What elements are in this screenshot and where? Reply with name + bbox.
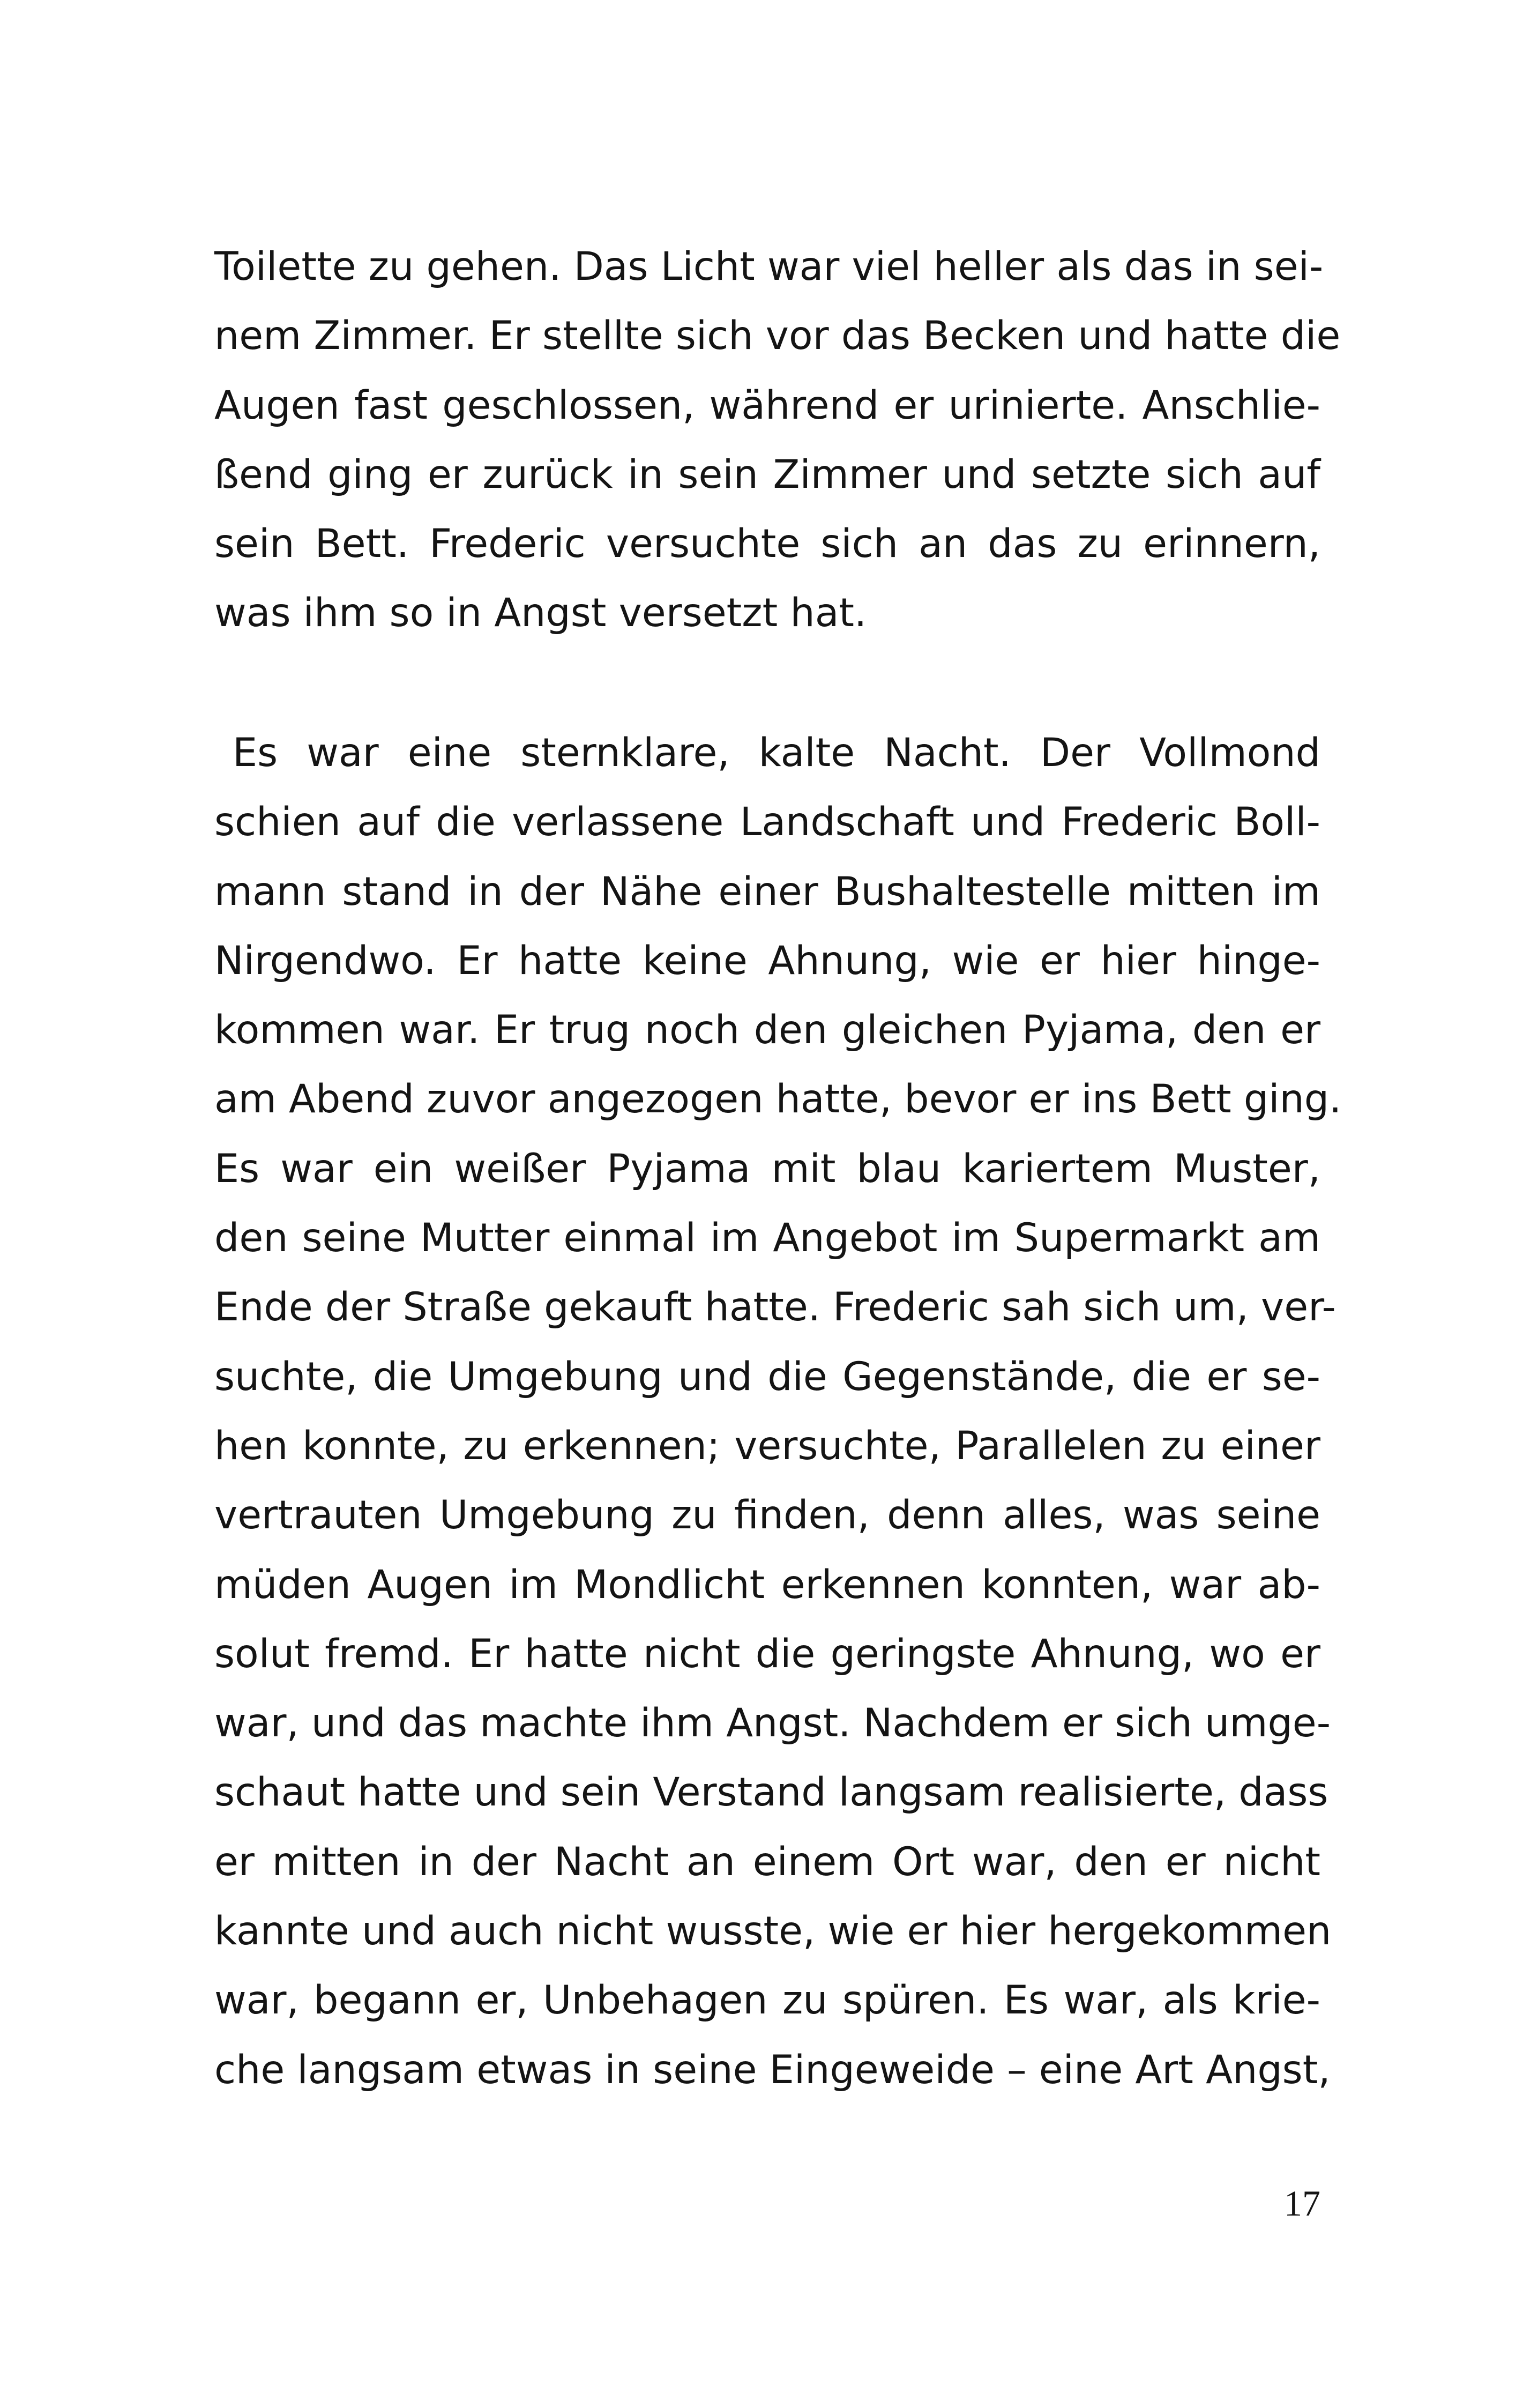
- text-line: Es war eine sternklare, kalte Nacht. Der Vollmond: [233, 730, 1320, 776]
- text-line: sein Bett. Frederic versuchte sich an das zu erinnern,: [214, 521, 1320, 567]
- text-line: am Abend zuvor angezogen hatte, bevor er ins Bett ging.: [214, 1076, 1342, 1123]
- text-line: kommen war. Er trug noch den gleichen Pyjama, den er: [214, 1007, 1320, 1053]
- text-line: Es war ein weißer Pyjama mit blau kariertem Muster,: [214, 1146, 1320, 1192]
- text-line: vertrauten Umgebung zu finden, denn alles, was seine: [214, 1492, 1320, 1539]
- text-line: Toilette zu gehen. Das Licht war viel heller als das in sei-: [214, 244, 1324, 289]
- text-line: che langsam etwas in seine Eingeweide – eine Art Angst,: [214, 2047, 1331, 2093]
- text-line: kannte und auch nicht wusste, wie er hier hergekommen: [214, 1908, 1332, 1954]
- text-line: hen konnte, zu erkennen; versuchte, Parallelen zu einer: [214, 1423, 1320, 1469]
- text-line: den seine Mutter einmal im Angebot im Supermarkt am: [214, 1215, 1320, 1261]
- text-line: Ende der Straße gekauft hatte. Frederic sah sich um, ver-: [214, 1284, 1336, 1331]
- text-line: schaut hatte und sein Verstand langsam realisierte, dass: [214, 1770, 1328, 1816]
- text-line: war, und das machte ihm Angst. Nachdem er sich umge-: [214, 1700, 1331, 1746]
- paragraph: [214, 718, 1342, 2105]
- text-line: müden Augen im Mondlicht erkennen konnten, war ab-: [214, 1562, 1320, 1608]
- page-number: 17: [1284, 2183, 1320, 2224]
- text-line: mann stand in der Nähe einer Bushaltestelle mitten im: [214, 868, 1320, 915]
- text-line: ßend ging er zurück in sein Zimmer und setzte sich auf: [214, 451, 1320, 497]
- text-line: solut fremd. Er hatte nicht die geringste Ahnung, wo er: [214, 1631, 1320, 1677]
- text-line: Nirgendwo. Er hatte keine Ahnung, wie er hier hinge-: [214, 938, 1320, 984]
- text-line: Augen fast geschlossen, während er urinierte. Anschlie-: [214, 382, 1320, 428]
- text-line: was ihm so in Angst versetzt hat.: [214, 590, 867, 636]
- text-line: schien auf die verlassene Landschaft und Frederic Boll-: [214, 799, 1320, 845]
- paragraph: [214, 232, 1341, 648]
- text-line: war, begann er, Unbehagen zu spüren. Es war, als krie-: [214, 1978, 1320, 2024]
- text-line: er mitten in der Nacht an einem Ort war, den er nicht: [214, 1839, 1320, 1885]
- text-line: suchte, die Umgebung und die Gegenstände, die er se-: [214, 1354, 1320, 1400]
- text-line: nem Zimmer. Er stellte sich vor das Becken und hatte die: [214, 313, 1341, 359]
